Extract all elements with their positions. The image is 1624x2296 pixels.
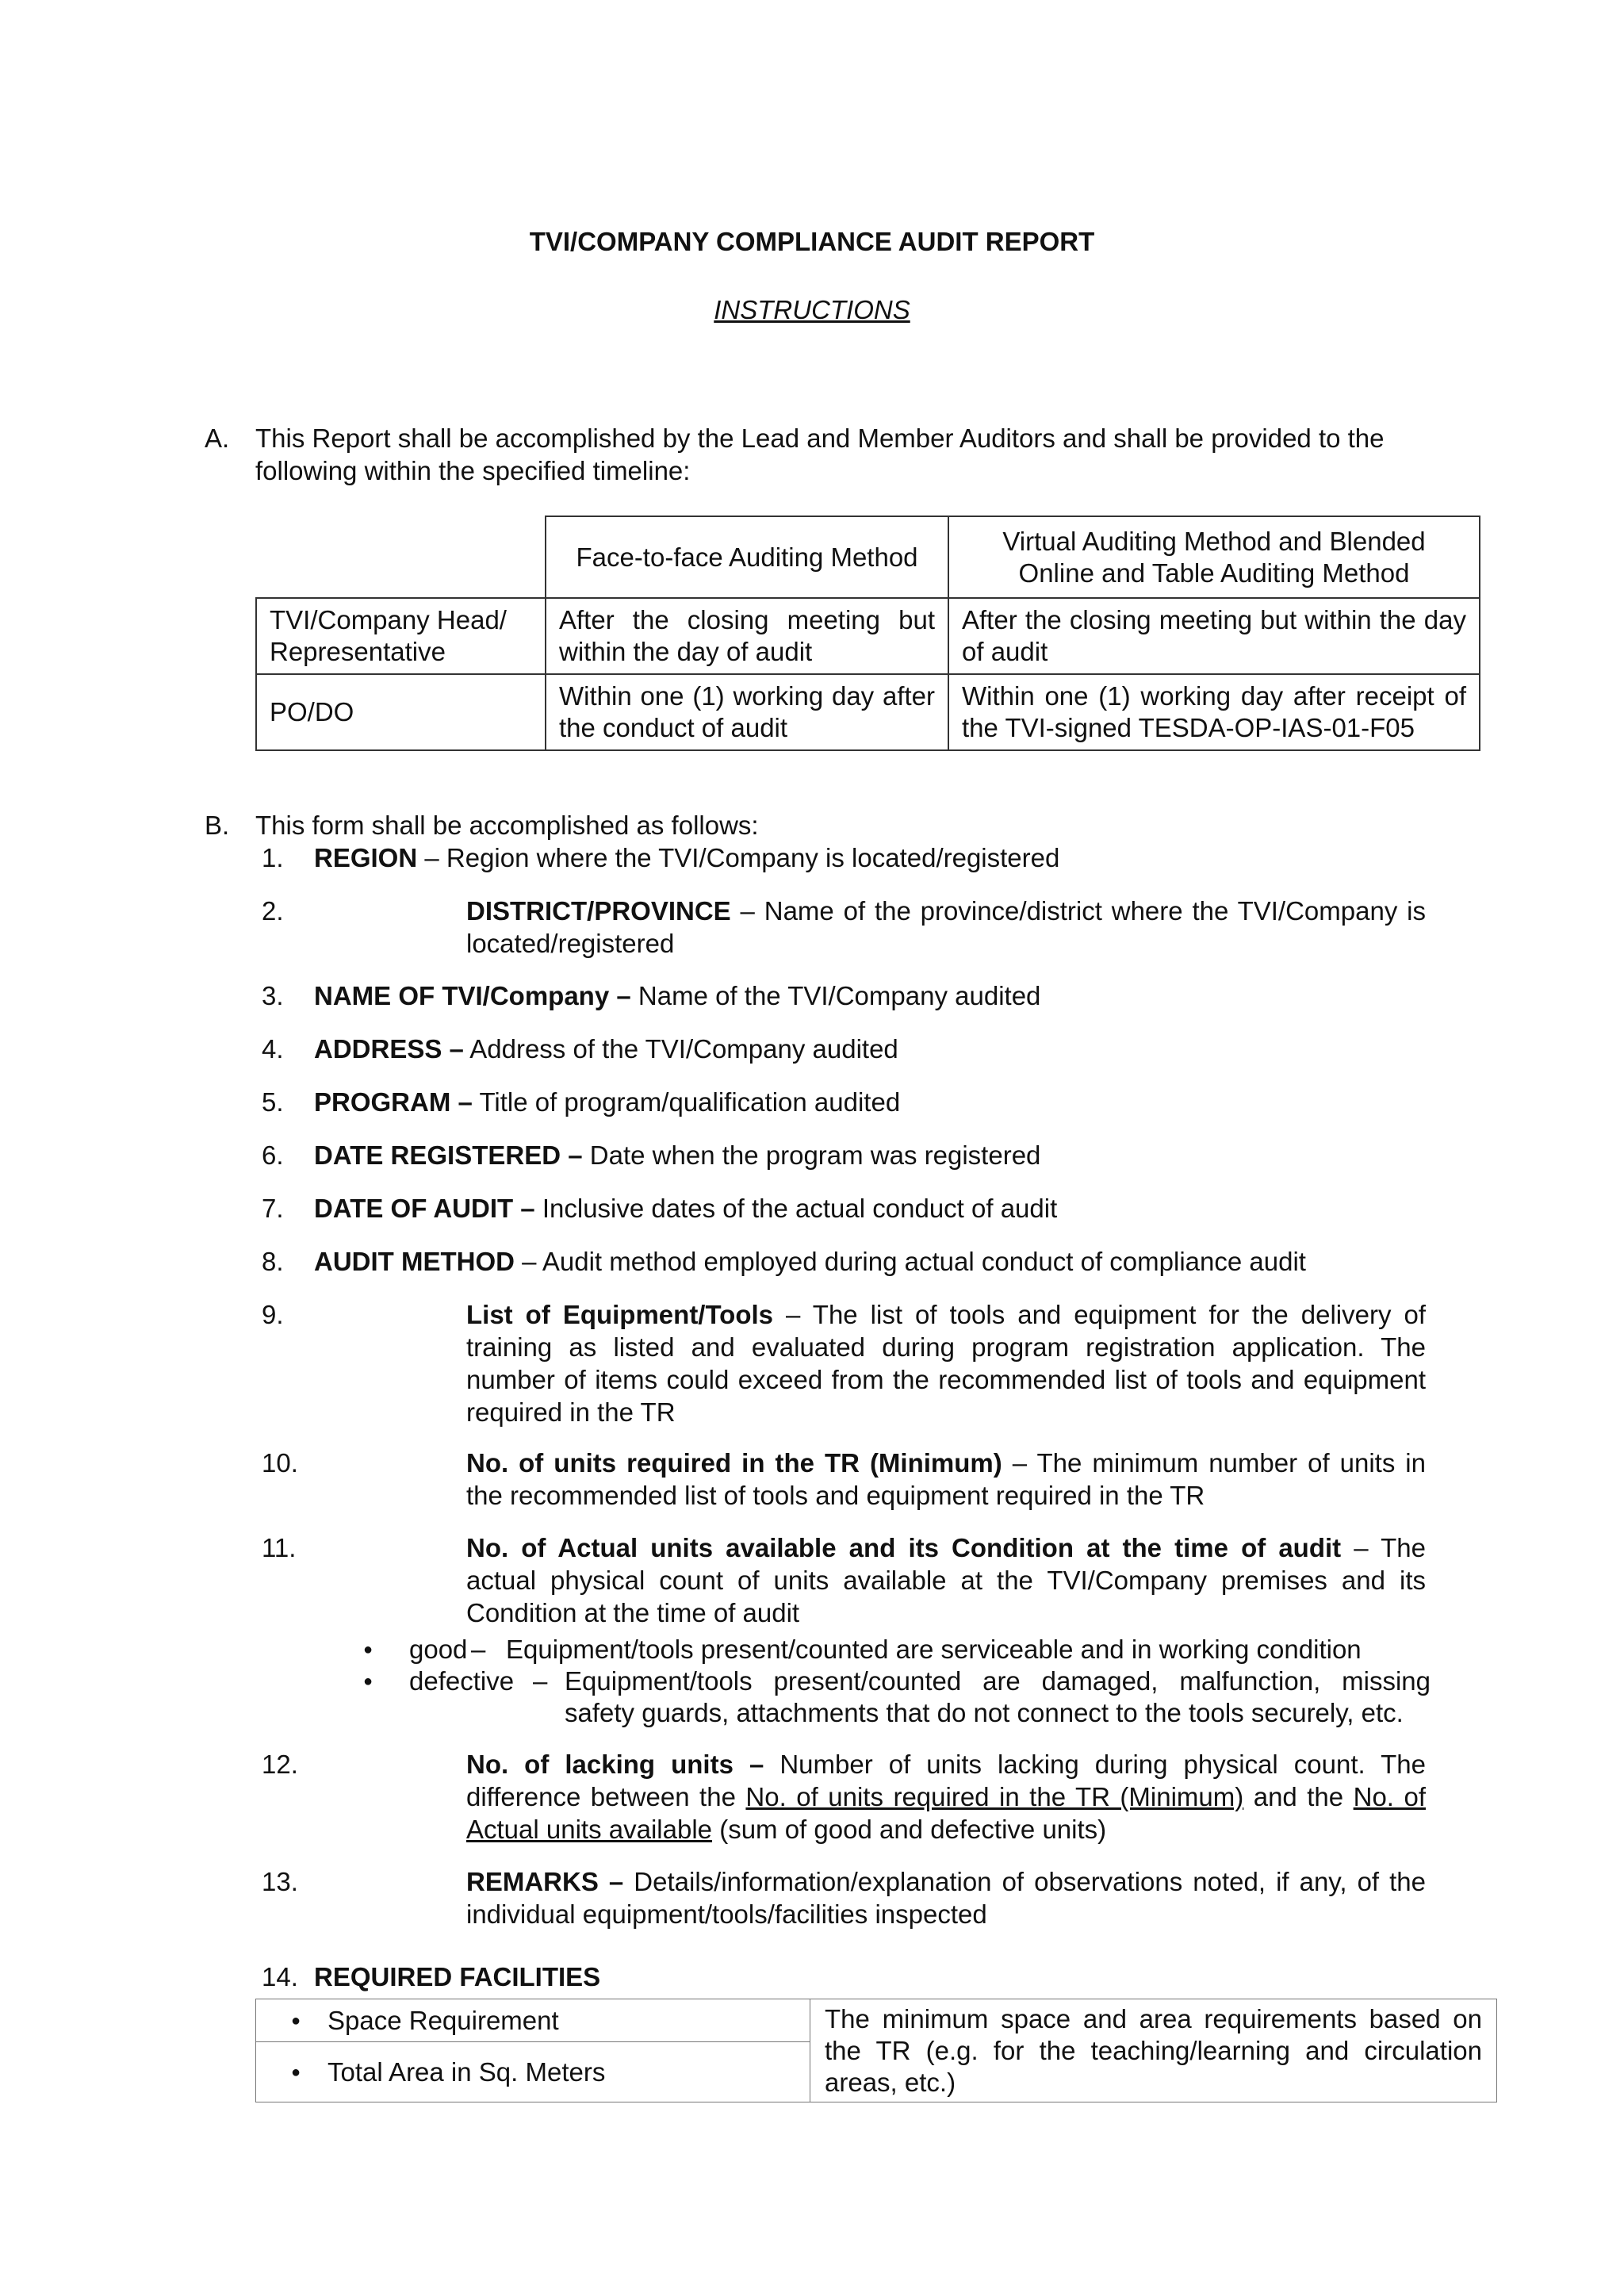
item-label: No. of Actual units available and its Condition at the time of audit	[466, 1533, 1342, 1562]
item-label: No. of lacking units –	[466, 1750, 764, 1779]
item-number: 12.	[262, 1750, 298, 1779]
item-label: List of Equipment/Tools	[466, 1300, 774, 1329]
item-number: 9.	[262, 1300, 284, 1329]
item-label: REMARKS –	[466, 1867, 624, 1896]
item-separator	[764, 1750, 779, 1779]
section-a-text: This Report shall be accomplished by the Lead and Member Auditors and shall be provided to the following within the specified timeline:	[255, 424, 1385, 485]
item-description: The list of tools and equipment for the delivery of training as listed and evaluated during program registration application. The number of items could exceed from the recommended list of tools and equipment required in the TR	[466, 1300, 1426, 1427]
item-number: 11.	[262, 1533, 297, 1562]
item-label: DATE OF AUDIT –	[314, 1194, 535, 1223]
item-separator	[583, 1140, 590, 1170]
item-label: No. of units required in the TR (Minimum)	[466, 1448, 1002, 1478]
underlined-term: No. of units required in the TR (Minimum)	[745, 1782, 1244, 1811]
timeline-table	[255, 516, 1480, 751]
condition-definition: Equipment/tools present/counted are damaged, malfunction, missing safety guards, attachments that do not connect to the tools securely, etc.	[565, 1666, 1431, 1727]
item-description: Name of the TVI/Company audited	[638, 981, 1041, 1010]
item-description: (sum of good and defective units)	[719, 1815, 1107, 1844]
item-separator	[535, 1194, 542, 1223]
item-label: REGION	[314, 843, 418, 872]
item-separator: –	[417, 843, 446, 872]
item-separator: –	[1002, 1448, 1037, 1478]
condition-term: defective	[409, 1666, 515, 1696]
cell-virtual: Within one (1) working day after receipt of the TVI-signed TESDA-OP-IAS-01-F05	[948, 674, 1480, 750]
item-separator: –	[773, 1300, 813, 1329]
item-separator: –	[514, 1247, 542, 1276]
item-label: ADDRESS –	[314, 1034, 464, 1064]
item-description: Name of the province/district where the TVI/Company is located/registered	[466, 896, 1426, 958]
item-number: 1.	[262, 843, 284, 872]
item-description: The actual physical count of units available at the TVI/Company premises and its Condition at the time of audit	[466, 1533, 1426, 1627]
item-separator: –	[730, 896, 764, 926]
section-b-text: This form shall be accomplished as follows:	[255, 811, 759, 840]
condition-good	[357, 1634, 1427, 1665]
item-label: REQUIRED FACILITIES	[314, 1962, 601, 1991]
condition-definition: Equipment/tools present/counted are serviceable and in working condition	[506, 1635, 1362, 1664]
item-number: 6.	[262, 1140, 284, 1170]
item-number: 14.	[262, 1962, 298, 1991]
item-number: 4.	[262, 1034, 284, 1064]
header-virtual: Virtual Auditing Method and Blended Online and Table Auditing Method	[948, 516, 1480, 598]
section-b-marker: B.	[205, 811, 230, 840]
facilities-table	[255, 1999, 1497, 2102]
item-description: Date when the program was registered	[589, 1140, 1041, 1170]
condition-list	[357, 1634, 1431, 1731]
facility-row	[256, 1999, 810, 2042]
item-description: The minimum number of units in the recommended list of tools and equipment required in the TR	[466, 1448, 1426, 1510]
item-label: PROGRAM –	[314, 1087, 473, 1117]
item-label: DISTRICT/PROVINCE	[466, 896, 731, 926]
condition-dash: –	[471, 1635, 486, 1664]
item-number: 10.	[262, 1448, 298, 1478]
item-number: 13.	[262, 1867, 298, 1896]
facility-description: The minimum space and area requirements based on the TR (e.g. for the teaching/learning and circulation areas, etc.)	[810, 1999, 1497, 2102]
item-number: 5.	[262, 1087, 284, 1117]
item-description: and the	[1253, 1782, 1344, 1811]
item-label: DATE REGISTERED –	[314, 1140, 583, 1170]
item-label: NAME OF TVI/Company –	[314, 981, 631, 1010]
row-label: TVI/Company Head/ Representative	[256, 598, 546, 674]
row-label: PO/DO	[256, 674, 546, 750]
item-label: AUDIT METHOD	[314, 1247, 515, 1276]
item-number: 7.	[262, 1194, 284, 1223]
table-corner	[256, 516, 546, 598]
item-description: Region where the TVI/Company is located/registered	[446, 843, 1060, 872]
item-separator	[631, 981, 638, 1010]
underlined-term: No. of Actual units available	[466, 1782, 1426, 1844]
header-face-to-face: Face-to-face Auditing Method	[546, 516, 948, 598]
item-separator	[623, 1867, 634, 1896]
item-separator: –	[1341, 1533, 1381, 1562]
facility-name: Space Requirement	[327, 2005, 559, 2035]
cell-face: After the closing meeting but within the day of audit	[546, 598, 948, 674]
facility-row	[256, 2042, 810, 2102]
item-description: Details/information/explanation of observations noted, if any, of the individual equipment/tools/facilities inspected	[466, 1867, 1427, 1929]
cell-face: Within one (1) working day after the conduct of audit	[546, 674, 948, 750]
item-description: Address of the TVI/Company audited	[469, 1034, 898, 1064]
item-number: 8.	[262, 1247, 284, 1276]
bullet-icon: ●	[291, 2011, 301, 2030]
section-a-marker: A.	[205, 424, 230, 453]
condition-term: good	[409, 1635, 468, 1664]
condition-defective	[357, 1665, 1431, 1731]
item-description: Title of program/qualification audited	[479, 1087, 901, 1117]
item-description: Number of units lacking during physical count. The difference between the	[466, 1750, 1426, 1811]
facility-name: Total Area in Sq. Meters	[327, 2056, 606, 2087]
bullet-icon: ●	[291, 2063, 301, 2081]
condition-dash: –	[533, 1666, 548, 1696]
item-description: Audit method employed during actual conduct of compliance audit	[542, 1247, 1306, 1276]
item-description: Inclusive dates of the actual conduct of audit	[542, 1194, 1058, 1223]
cell-virtual: After the closing meeting but within the day of audit	[948, 598, 1480, 674]
item-number: 2.	[262, 896, 284, 926]
bullet-icon: ●	[363, 1673, 373, 1690]
page-title: TVI/COMPANY COMPLIANCE AUDIT REPORT	[529, 227, 1095, 256]
bullet-icon: ●	[363, 1641, 373, 1658]
item-number: 3.	[262, 981, 284, 1010]
page-subtitle: INSTRUCTIONS	[714, 295, 910, 324]
